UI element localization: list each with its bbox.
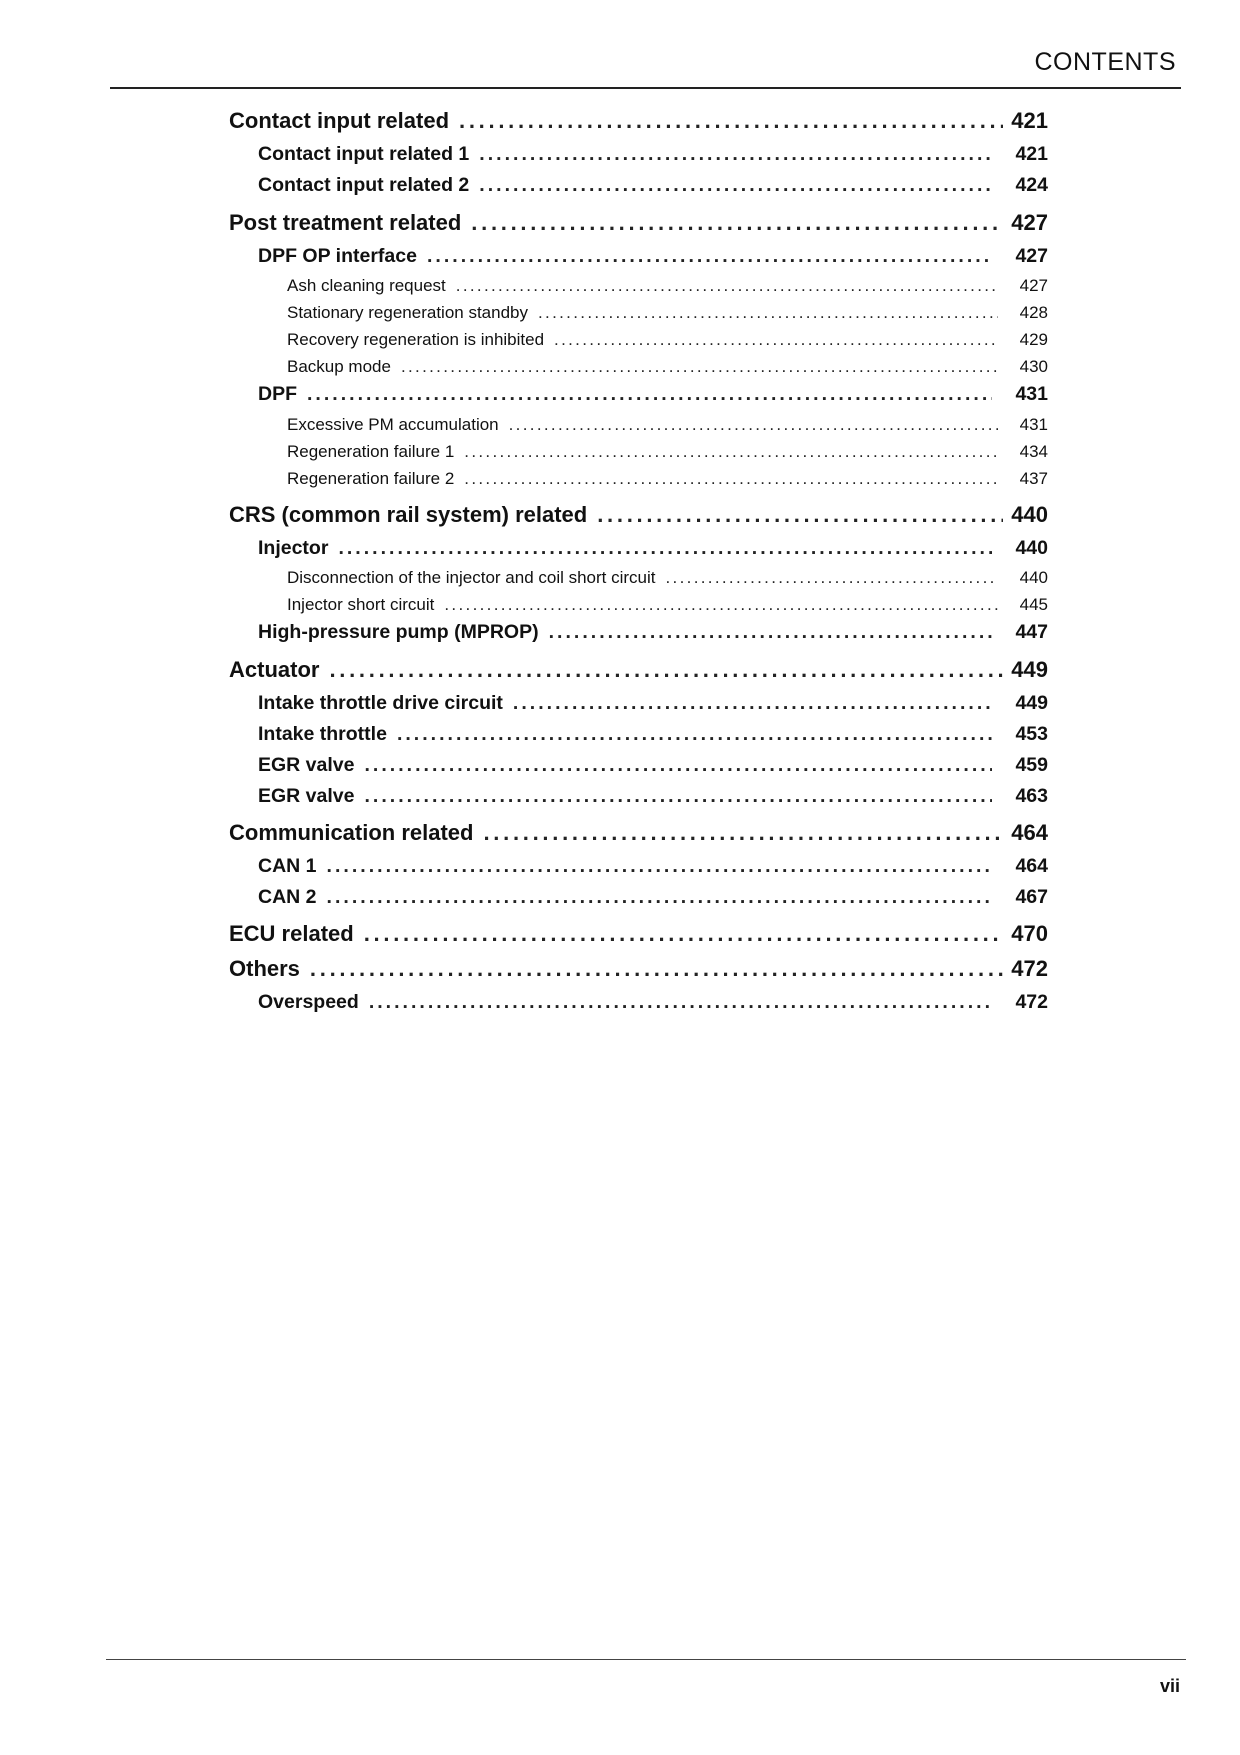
toc-entry-page: 427	[1015, 245, 1048, 267]
toc-entry-egr-valve-1[interactable]	[258, 754, 1048, 777]
toc-entry-label: Contact input related 1	[258, 143, 470, 165]
toc-entry-page: 459	[1015, 754, 1048, 776]
toc-entry-label: Backup mode	[287, 357, 391, 376]
toc-entry-regeneration-failure-1[interactable]	[287, 442, 1048, 462]
toc-entry-injector-disconnection[interactable]	[287, 568, 1048, 588]
toc-entry-injector[interactable]	[258, 537, 1048, 560]
toc-entry-page: 467	[1015, 886, 1048, 908]
toc-entry-label: Others	[229, 956, 300, 981]
dot-leader	[444, 595, 998, 615]
toc-entry-label: Contact input related 2	[258, 174, 470, 196]
toc-entry-page: 464	[1015, 855, 1048, 877]
toc-entry-page: 421	[1011, 108, 1048, 133]
dot-leader	[554, 330, 998, 350]
toc-entry-page: 440	[1011, 502, 1048, 527]
toc-entry-label: Regeneration failure 2	[287, 469, 455, 488]
dot-leader	[338, 537, 992, 560]
toc-entry-page: 421	[1015, 143, 1048, 165]
toc-entry-intake-throttle-drive-circuit[interactable]	[258, 692, 1048, 715]
toc-entry-can-1[interactable]	[258, 855, 1048, 878]
dot-leader	[427, 245, 992, 268]
toc-entry-injector-short-circuit[interactable]	[287, 595, 1048, 615]
toc-entry-label: Stationary regeneration standby	[287, 303, 528, 322]
toc-entry-page: 428	[1019, 303, 1048, 322]
toc-entry-label: Disconnection of the injector and coil short circuit	[287, 568, 656, 587]
toc-entry-label: DPF	[258, 383, 297, 405]
toc-entry-post-treatment-related[interactable]	[229, 210, 1048, 236]
dot-leader	[364, 785, 992, 808]
toc-entry-dpf[interactable]	[258, 383, 1048, 406]
dot-leader	[538, 303, 998, 323]
toc-entry-ecu-related[interactable]	[229, 921, 1048, 947]
toc-entry-page: 431	[1019, 415, 1048, 434]
dot-leader	[479, 143, 992, 166]
toc-entry-page: 470	[1011, 921, 1048, 946]
toc-entry-page: 431	[1015, 383, 1048, 405]
toc-entry-page: 464	[1011, 820, 1048, 845]
dot-leader	[369, 991, 992, 1014]
toc-entry-page: 445	[1019, 595, 1048, 614]
dot-leader	[479, 174, 992, 197]
toc-entry-stationary-regeneration-standby[interactable]	[287, 303, 1048, 323]
toc-entry-label: Actuator	[229, 657, 320, 682]
toc-entry-label: EGR valve	[258, 785, 355, 807]
toc-entry-page: 472	[1015, 991, 1048, 1013]
toc-entry-label: CAN 1	[258, 855, 317, 877]
toc-entry-page: 427	[1019, 276, 1048, 295]
dot-leader	[310, 956, 1003, 982]
toc-entry-egr-valve-2[interactable]	[258, 785, 1048, 808]
toc-entry-label: Communication related	[229, 820, 474, 845]
dot-leader	[329, 657, 1003, 683]
dot-leader	[471, 210, 1003, 236]
toc-entry-regeneration-failure-2[interactable]	[287, 469, 1048, 489]
footer-page-number: vii	[1159, 1676, 1180, 1696]
toc-entry-page: 447	[1015, 621, 1048, 643]
toc-entry-label: Injector	[258, 537, 329, 559]
footer-divider	[106, 1659, 1186, 1660]
dot-leader	[459, 108, 1003, 134]
toc-entry-page: 427	[1011, 210, 1048, 235]
toc-entry-page: 440	[1019, 568, 1048, 587]
toc-entry-page: 430	[1019, 357, 1048, 376]
toc-entry-page: 472	[1011, 956, 1048, 981]
toc-entry-label: Post treatment related	[229, 210, 462, 235]
dot-leader	[307, 383, 992, 406]
dot-leader	[327, 886, 992, 909]
toc-entry-recovery-regeneration-inhibited[interactable]	[287, 330, 1048, 350]
dot-leader	[549, 621, 992, 644]
toc-entry-dpf-op-interface[interactable]	[258, 245, 1048, 268]
toc-entry-label: ECU related	[229, 921, 354, 946]
dot-leader	[464, 442, 998, 462]
toc-entry-label: EGR valve	[258, 754, 355, 776]
toc-entry-high-pressure-pump[interactable]	[258, 621, 1048, 644]
toc-entry-contact-input-related-2[interactable]	[258, 174, 1048, 197]
toc-entry-contact-input-related[interactable]	[229, 108, 1048, 134]
toc-entry-page: 437	[1019, 469, 1048, 488]
toc-entry-can-2[interactable]	[258, 886, 1048, 909]
toc-entry-page: 434	[1019, 442, 1048, 461]
dot-leader	[483, 820, 1003, 846]
toc-entry-label: DPF OP interface	[258, 245, 417, 267]
toc-entry-page: 449	[1015, 692, 1048, 714]
toc-entry-label: Ash cleaning request	[287, 276, 446, 295]
toc-entry-crs-related[interactable]	[229, 502, 1048, 528]
dot-leader	[666, 568, 998, 588]
toc-entry-label: Regeneration failure 1	[287, 442, 455, 461]
toc-entry-label: Overspeed	[258, 991, 359, 1013]
dot-leader	[456, 276, 998, 296]
dot-leader	[327, 855, 992, 878]
toc-entry-backup-mode[interactable]	[287, 357, 1048, 377]
toc-entry-label: Excessive PM accumulation	[287, 415, 499, 434]
dot-leader	[509, 415, 998, 435]
toc-entry-others[interactable]	[229, 956, 1048, 982]
toc-entry-page: 463	[1015, 785, 1048, 807]
toc-entry-intake-throttle[interactable]	[258, 723, 1048, 746]
page-header-title: CONTENTS	[1034, 48, 1176, 76]
toc-entry-label: Intake throttle drive circuit	[258, 692, 503, 714]
toc-entry-ash-cleaning-request[interactable]	[287, 276, 1048, 296]
toc-entry-page: 449	[1011, 657, 1048, 682]
dot-leader	[397, 723, 992, 746]
toc-entry-communication-related[interactable]	[229, 820, 1048, 846]
dot-leader	[513, 692, 992, 715]
toc-entry-label: Contact input related	[229, 108, 450, 133]
toc-entry-contact-input-related-1[interactable]	[258, 143, 1048, 166]
toc-entry-page: 429	[1019, 330, 1048, 349]
toc-entry-page: 440	[1015, 537, 1048, 559]
toc-entry-label: High-pressure pump (MPROP)	[258, 621, 539, 643]
toc-entry-excessive-pm-accumulation[interactable]	[287, 415, 1048, 435]
toc-entry-label: CRS (common rail system) related	[229, 502, 588, 527]
toc-entry-label: Intake throttle	[258, 723, 387, 745]
dot-leader	[464, 469, 998, 489]
toc-entry-page: 453	[1015, 723, 1048, 745]
dot-leader	[597, 502, 1003, 528]
toc-entry-overspeed[interactable]	[258, 991, 1048, 1014]
toc-entry-label: Injector short circuit	[287, 595, 435, 614]
dot-leader	[401, 357, 998, 377]
toc-entry-label: CAN 2	[258, 886, 317, 908]
toc-entry-label: Recovery regeneration is inhibited	[287, 330, 545, 349]
toc-entry-actuator[interactable]	[229, 657, 1048, 683]
dot-leader	[364, 921, 1004, 947]
toc-entry-page: 424	[1015, 174, 1048, 196]
dot-leader	[364, 754, 992, 777]
